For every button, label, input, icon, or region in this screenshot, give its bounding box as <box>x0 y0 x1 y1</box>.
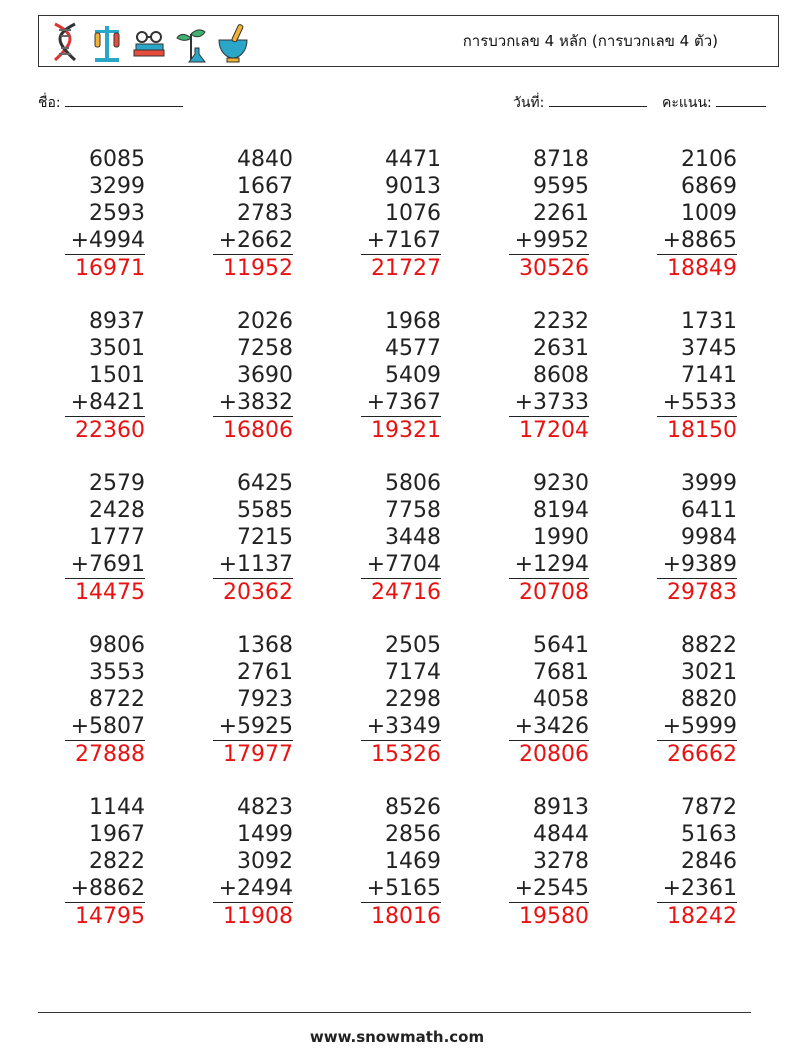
sum-answer: 18150 <box>657 416 737 444</box>
addend: 4844 <box>533 822 589 847</box>
addend: 1009 <box>681 201 737 226</box>
addend: 2505 <box>385 633 441 658</box>
addend: 1777 <box>89 525 145 550</box>
addend: 4471 <box>385 147 441 172</box>
sum-answer: 11952 <box>213 254 293 282</box>
sum-answer: 27888 <box>65 740 145 768</box>
addend: 8913 <box>533 795 589 820</box>
addend: +2662 <box>218 228 293 253</box>
sum-answer: 18016 <box>361 902 441 930</box>
plant-flask-icon <box>173 20 209 64</box>
addend: 4840 <box>237 147 293 172</box>
addend: 1501 <box>89 363 145 388</box>
name-blank[interactable] <box>65 92 183 107</box>
addend: 2298 <box>385 687 441 712</box>
addition-problem <box>509 146 589 282</box>
addend: +3832 <box>218 390 293 415</box>
addition-problem <box>213 794 293 930</box>
addend: 3745 <box>681 336 737 361</box>
addition-problem <box>65 146 145 282</box>
addend: 9013 <box>385 174 441 199</box>
addend: 1968 <box>385 309 441 334</box>
addend: 2428 <box>89 498 145 523</box>
addend: +5925 <box>218 714 293 739</box>
sum-answer: 16806 <box>213 416 293 444</box>
sum-answer: 14475 <box>65 578 145 606</box>
addend: +5807 <box>70 714 145 739</box>
addend: 6869 <box>681 174 737 199</box>
addend: 1499 <box>237 822 293 847</box>
addition-problem <box>213 470 293 606</box>
addition-problem <box>657 308 737 444</box>
addend: 5806 <box>385 471 441 496</box>
addend: 9230 <box>533 471 589 496</box>
addend: 5585 <box>237 498 293 523</box>
addend: 2261 <box>533 201 589 226</box>
addition-problem <box>509 308 589 444</box>
addend: +5165 <box>366 876 441 901</box>
addition-problem <box>657 146 737 282</box>
addend: +5533 <box>662 390 737 415</box>
addend: +8862 <box>70 876 145 901</box>
addition-problem <box>509 794 589 930</box>
worksheet-header <box>38 15 779 67</box>
addend: 4577 <box>385 336 441 361</box>
addend: 7681 <box>533 660 589 685</box>
sum-answer: 26662 <box>657 740 737 768</box>
addend: 8718 <box>533 147 589 172</box>
addend: +9952 <box>514 228 589 253</box>
sum-answer: 18242 <box>657 902 737 930</box>
footer-url: www.snowmath.com <box>309 1028 485 1046</box>
addend: +7691 <box>70 552 145 577</box>
sum-answer: 24716 <box>361 578 441 606</box>
addend: +5999 <box>662 714 737 739</box>
addend: 7872 <box>681 795 737 820</box>
sum-answer: 29783 <box>657 578 737 606</box>
addend: +2361 <box>662 876 737 901</box>
addend: 9595 <box>533 174 589 199</box>
dna-icon <box>47 20 83 64</box>
addend: +7704 <box>366 552 441 577</box>
score-field <box>662 92 766 114</box>
addend: +7367 <box>366 390 441 415</box>
addend: 6425 <box>237 471 293 496</box>
addend: 2232 <box>533 309 589 334</box>
name-label: ชื่อ: <box>38 95 61 111</box>
addend: 1731 <box>681 309 737 334</box>
date-label: วันที่: <box>513 95 545 111</box>
addend: 3092 <box>237 849 293 874</box>
addend: +4994 <box>70 228 145 253</box>
addend: 3448 <box>385 525 441 550</box>
addend: 7215 <box>237 525 293 550</box>
addend: 8820 <box>681 687 737 712</box>
sum-answer: 15326 <box>361 740 441 768</box>
addend: +1294 <box>514 552 589 577</box>
books-glasses-icon <box>131 20 167 64</box>
addend: 1076 <box>385 201 441 226</box>
addend: +8421 <box>70 390 145 415</box>
sum-answer: 22360 <box>65 416 145 444</box>
addend: 4058 <box>533 687 589 712</box>
addition-problem <box>213 146 293 282</box>
addend: 6085 <box>89 147 145 172</box>
addend: 1368 <box>237 633 293 658</box>
worksheet-title: การบวกเลข 4 หลัก (การบวกเลข 4 ตัว) <box>462 32 718 50</box>
addend: 2631 <box>533 336 589 361</box>
addend: +8865 <box>662 228 737 253</box>
footer-divider <box>38 1012 751 1013</box>
addend: 5641 <box>533 633 589 658</box>
addend: 7174 <box>385 660 441 685</box>
score-blank[interactable] <box>716 92 766 107</box>
addend: 9806 <box>89 633 145 658</box>
addend: 2846 <box>681 849 737 874</box>
addition-problem <box>65 470 145 606</box>
sum-answer: 20362 <box>213 578 293 606</box>
addend: 1144 <box>89 795 145 820</box>
sum-answer: 21727 <box>361 254 441 282</box>
score-label: คะแนน: <box>662 95 712 111</box>
addend: 8722 <box>89 687 145 712</box>
addend: 3299 <box>89 174 145 199</box>
addend: 3501 <box>89 336 145 361</box>
addend: 3553 <box>89 660 145 685</box>
addend: 3021 <box>681 660 737 685</box>
sum-answer: 19321 <box>361 416 441 444</box>
addend: +3733 <box>514 390 589 415</box>
sum-answer: 20708 <box>509 578 589 606</box>
addend: 2026 <box>237 309 293 334</box>
header-icons <box>47 18 251 66</box>
addend: 1667 <box>237 174 293 199</box>
addend: 1990 <box>533 525 589 550</box>
lab-stand-icon <box>89 20 125 64</box>
addition-problem <box>213 308 293 444</box>
sum-answer: 16971 <box>65 254 145 282</box>
addend: 8526 <box>385 795 441 820</box>
addend: 8937 <box>89 309 145 334</box>
addend: 7923 <box>237 687 293 712</box>
addend: 2106 <box>681 147 737 172</box>
addition-problem <box>361 470 441 606</box>
sum-answer: 17977 <box>213 740 293 768</box>
addition-problem <box>361 146 441 282</box>
sum-answer: 11908 <box>213 902 293 930</box>
addend: +3426 <box>514 714 589 739</box>
addition-problem <box>65 308 145 444</box>
addend: +7167 <box>366 228 441 253</box>
addend: 2593 <box>89 201 145 226</box>
addend: 5163 <box>681 822 737 847</box>
addend: 2856 <box>385 822 441 847</box>
sum-answer: 20806 <box>509 740 589 768</box>
addition-problem <box>509 470 589 606</box>
addend: 9984 <box>681 525 737 550</box>
addition-problem <box>361 632 441 768</box>
addend: 3999 <box>681 471 737 496</box>
addition-problem <box>509 632 589 768</box>
addend: 8194 <box>533 498 589 523</box>
addition-problem <box>657 470 737 606</box>
sum-answer: 19580 <box>509 902 589 930</box>
addend: 2579 <box>89 471 145 496</box>
addend: 3690 <box>237 363 293 388</box>
addition-problem <box>657 632 737 768</box>
addend: +2494 <box>218 876 293 901</box>
date-field <box>513 92 647 114</box>
addend: 2761 <box>237 660 293 685</box>
addend: +1137 <box>218 552 293 577</box>
addend: 4823 <box>237 795 293 820</box>
addend: 7758 <box>385 498 441 523</box>
sum-answer: 30526 <box>509 254 589 282</box>
addition-problem <box>361 308 441 444</box>
addend: 2822 <box>89 849 145 874</box>
addend: 6411 <box>681 498 737 523</box>
addend: +9389 <box>662 552 737 577</box>
addend: 2783 <box>237 201 293 226</box>
name-field <box>38 92 183 114</box>
addition-problem <box>361 794 441 930</box>
addend: +2545 <box>514 876 589 901</box>
addition-problem <box>65 632 145 768</box>
addend: 1967 <box>89 822 145 847</box>
date-blank[interactable] <box>549 92 647 107</box>
addend: 3278 <box>533 849 589 874</box>
addition-problem <box>65 794 145 930</box>
addend: 5409 <box>385 363 441 388</box>
addend: 8822 <box>681 633 737 658</box>
addend: 1469 <box>385 849 441 874</box>
addend: +3349 <box>366 714 441 739</box>
mortar-pestle-icon <box>215 20 251 64</box>
sum-answer: 18849 <box>657 254 737 282</box>
addend: 7258 <box>237 336 293 361</box>
sum-answer: 14795 <box>65 902 145 930</box>
addend: 8608 <box>533 363 589 388</box>
addition-problem <box>657 794 737 930</box>
addend: 7141 <box>681 363 737 388</box>
addition-problem <box>213 632 293 768</box>
sum-answer: 17204 <box>509 416 589 444</box>
